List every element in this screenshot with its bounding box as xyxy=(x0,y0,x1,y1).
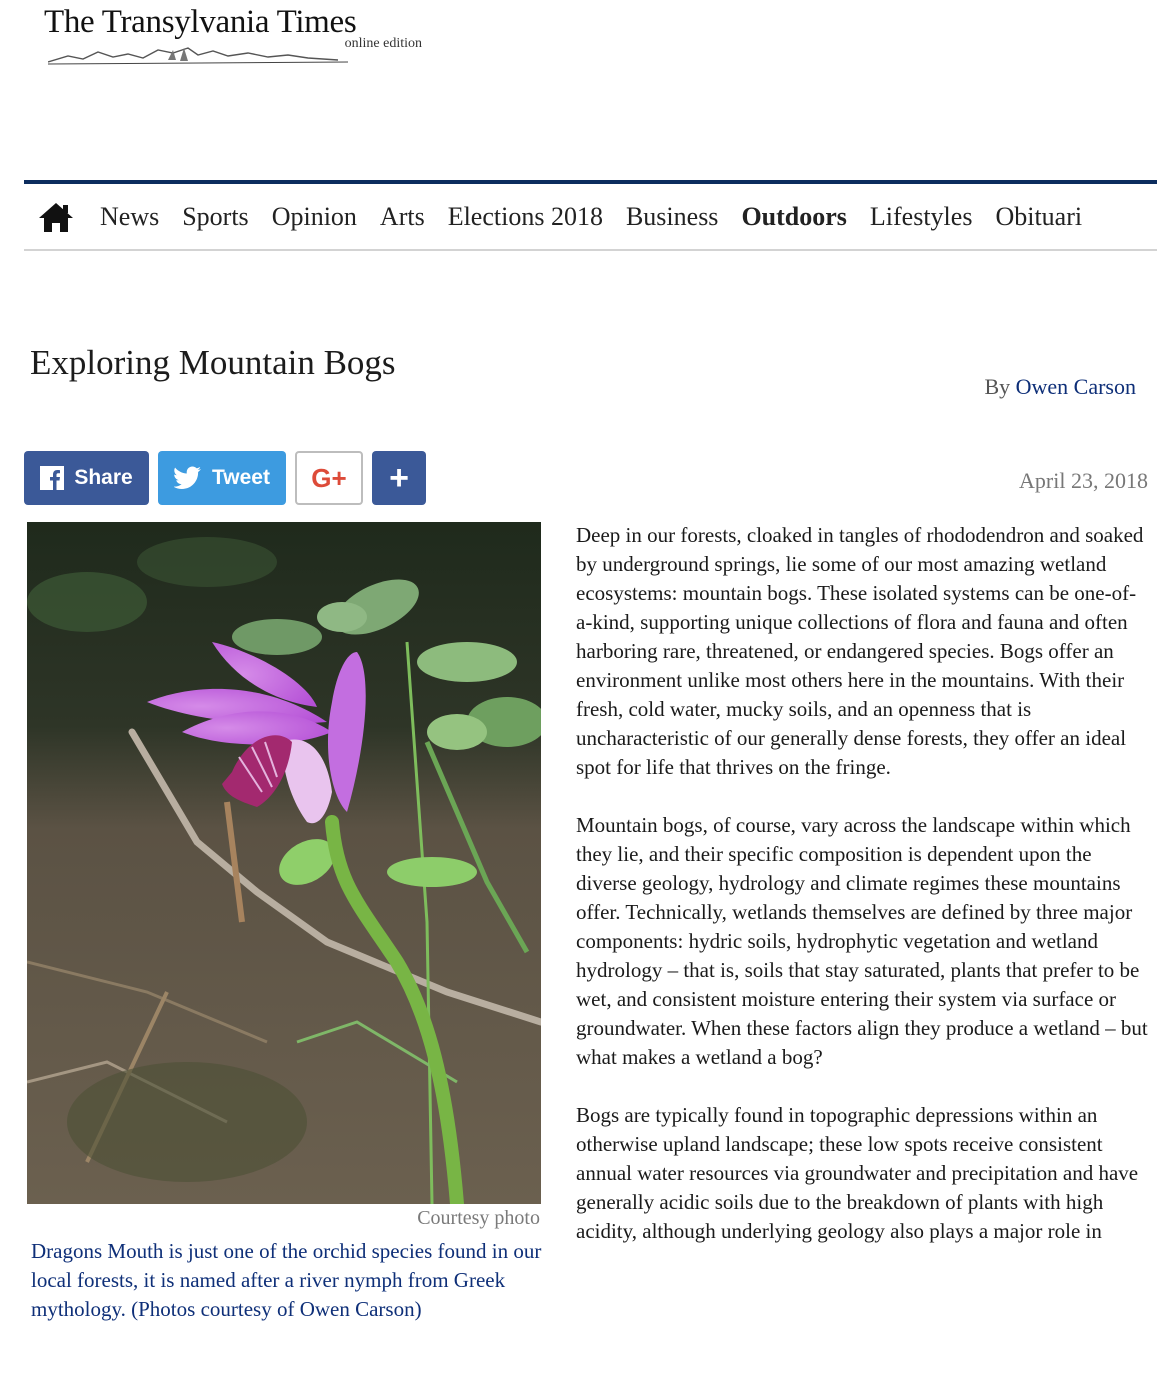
nav-item-business[interactable]: Business xyxy=(625,202,719,231)
nav-item-arts[interactable]: Arts xyxy=(379,202,425,231)
nav-item-obituaries[interactable]: Obituari xyxy=(995,202,1083,231)
twitter-tweet-label: Tweet xyxy=(212,466,270,489)
more-share-button[interactable] xyxy=(372,451,426,505)
publish-date: April 23, 2018 xyxy=(1019,468,1148,493)
site-title: The Transylvania Times xyxy=(44,4,357,40)
nav-top-rule xyxy=(24,180,1157,184)
orchid-photo-illustration xyxy=(27,522,541,1204)
nav-item-elections-2018[interactable]: Elections 2018 xyxy=(447,202,603,231)
mountain-sketch-icon xyxy=(48,44,348,66)
nav-item-outdoors[interactable]: Outdoors xyxy=(741,202,847,231)
twitter-tweet-button[interactable] xyxy=(158,451,286,505)
photo-caption: Dragons Mouth is just one of the orchid species found in our local forests, it is named after a river nymph from Greek mythology. (Photos courtesy of Owen Carson) xyxy=(31,1239,542,1321)
googleplus-share-button[interactable] xyxy=(295,451,363,505)
plus-icon: + xyxy=(389,458,409,497)
nav-item-news[interactable]: News xyxy=(100,202,160,231)
article-photo[interactable] xyxy=(27,522,541,1204)
main-nav xyxy=(24,186,1157,248)
nav-item-lifestyles[interactable]: Lifestyles xyxy=(869,202,973,231)
facebook-share-button[interactable] xyxy=(24,451,149,505)
article-body xyxy=(576,521,1148,1275)
nav-item-sports[interactable]: Sports xyxy=(182,202,249,231)
site-subtitle: online edition xyxy=(344,36,422,51)
share-bar xyxy=(24,451,426,505)
nav-bottom-rule xyxy=(24,249,1157,251)
facebook-icon xyxy=(40,466,64,490)
article-paragraph: Deep in our forests, cloaked in tangles of rhododendron and soaked by underground springs, lie some of our most amazing wetland ecosystems: mountain bogs. These isolated systems can be one-of-a-kind, supporting unique collections of flora and fauna and often harboring rare, threatened, or endangered species. Bogs offer an environment unlike most others here in the mountains. With their fresh, cold water, mucky soils, and an openness that is uncharacteristic of our generally dense forests, they offer an ideal spot for life that thrives on the fringe. xyxy=(576,523,1144,779)
site-logo[interactable] xyxy=(44,4,424,68)
article-headline: Exploring Mountain Bogs xyxy=(30,343,396,382)
home-icon[interactable] xyxy=(36,199,76,235)
byline xyxy=(984,374,1136,400)
googleplus-icon: G+ xyxy=(311,462,347,493)
photo-credit: Courtesy photo xyxy=(417,1207,540,1229)
article-paragraph: Mountain bogs, of course, vary across the landscape within which they lie, and their specific composition is dependent upon the diverse geology, hydrology and climate regimes these mountains offer. Technically, wetlands themselves are defined by three major components: hydric soils, hydrophytic vegetation and wetland hydrology – that is, soils that stay saturated, plants that prefer to be wet, and consistent moisture entering their system via surface or groundwater. When these factors align they produce a wetland – but what makes a wetland a bog? xyxy=(576,813,1148,1069)
byline-prefix: By xyxy=(984,374,1011,399)
twitter-bird-icon xyxy=(174,466,202,490)
author-link[interactable]: Owen Carson xyxy=(1015,374,1136,399)
nav-item-opinion[interactable]: Opinion xyxy=(271,202,357,231)
article-paragraph: Bogs are typically found in topographic depressions within an otherwise upland landscape; these low spots receive consistent annual water resources via groundwater and precipitation and have generally acidic soils due to the breakdown of plants with high acidity, although underlying geology also plays a major role in xyxy=(576,1103,1139,1243)
facebook-share-label: Share xyxy=(74,466,133,489)
